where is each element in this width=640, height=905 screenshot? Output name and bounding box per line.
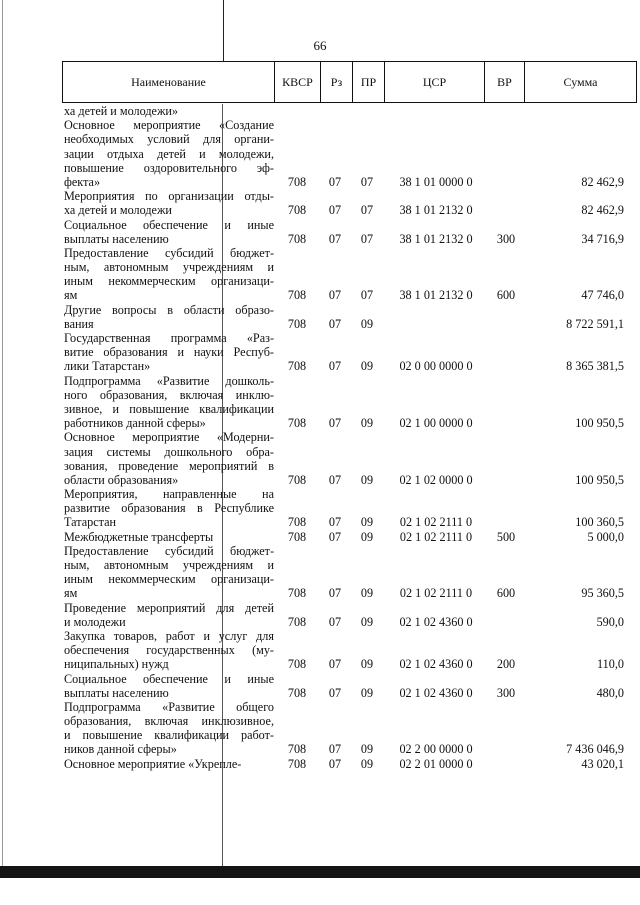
- row-name-line: ям: [64, 586, 78, 601]
- table-row: [64, 118, 624, 189]
- row-name: [64, 189, 274, 217]
- row-name-line: Основное мероприятие «Укрепле-: [64, 756, 242, 771]
- cell-pr: 09: [360, 586, 374, 601]
- cell-pr: 09: [360, 685, 374, 700]
- cell-vr: [488, 742, 524, 756]
- cell-sum: 5 000,0: [587, 529, 624, 544]
- cell-sum: 47 746,0: [581, 288, 624, 303]
- cell-vr: 300: [496, 231, 516, 246]
- scan-bottom-edge: [0, 866, 640, 878]
- cell-pr: 09: [360, 472, 374, 487]
- cell-pr: 09: [360, 657, 374, 672]
- cell-csr: 02 0 00 0000 0: [399, 359, 473, 374]
- cell-sum: 100 950,5: [575, 416, 624, 431]
- cell-rz: 07: [328, 515, 342, 530]
- row-name-line: иным некоммерческим организаци-: [64, 274, 274, 289]
- row-name: [64, 757, 274, 771]
- cell-csr: 02 1 02 2111 0: [399, 586, 473, 601]
- cell-csr: 02 1 02 2111 0: [399, 515, 473, 530]
- cell-sum: 8 365 381,5: [566, 359, 624, 374]
- cell-sum: 95 360,5: [581, 586, 624, 601]
- row-name-line: Основное мероприятие «Модерни-: [64, 430, 274, 445]
- cell-kvsr: 708: [287, 685, 307, 700]
- cell-pr: 07: [360, 288, 374, 303]
- cell-kvsr: 708: [287, 231, 307, 246]
- header-sum: Сумма: [563, 74, 598, 89]
- cell-rz: 07: [328, 231, 342, 246]
- row-name-line: ниципальных) нужд: [64, 657, 169, 672]
- cell-kvsr: 708: [287, 288, 307, 303]
- row-name-line: работников данной сферы»: [64, 416, 206, 431]
- cell-sum: 100 360,5: [575, 515, 624, 530]
- cell-vr: [488, 416, 524, 430]
- row-name: [64, 218, 274, 246]
- cell-kvsr: 708: [287, 203, 307, 218]
- cell-pr: 09: [360, 515, 374, 530]
- row-name: [64, 374, 274, 431]
- row-name-line: повышение оздоровительного эф-: [64, 160, 274, 175]
- cell-csr: 38 1 01 2132 0: [399, 203, 473, 218]
- cell-rz: 07: [328, 756, 342, 771]
- row-name-line: развитие образования в Республике: [64, 501, 274, 516]
- row-name-line: ха детей и молодежи»: [64, 104, 178, 118]
- row-name: [64, 430, 274, 487]
- cell-csr: 02 1 02 4360 0: [399, 657, 473, 672]
- row-name-line: Татарстан: [64, 515, 117, 530]
- row-name: [64, 601, 274, 629]
- cell-vr: [488, 175, 524, 189]
- cell-rz: 07: [328, 359, 342, 374]
- row-name-line: Предоставление субсидий бюджет-: [64, 543, 274, 558]
- cell-vr: [488, 359, 524, 373]
- header-kvsr: КВСР: [275, 62, 321, 102]
- cell-pr: 09: [360, 529, 374, 544]
- table-row: [64, 700, 624, 757]
- cell-rz: 07: [328, 288, 342, 303]
- cell-rz: 07: [328, 685, 342, 700]
- header-rz: Рз: [321, 62, 353, 102]
- cell-kvsr: 708: [287, 657, 307, 672]
- cell-rz: 07: [328, 472, 342, 487]
- row-name-line: ников данной сферы»: [64, 742, 177, 757]
- row-name-line: Основное мероприятие «Создание: [64, 118, 274, 133]
- row-name-line: Предоставление субсидий бюджет-: [64, 245, 274, 260]
- row-name: [64, 246, 274, 303]
- cell-vr: [488, 104, 524, 118]
- row-name-line: необходимых условий для органи-: [64, 132, 274, 147]
- header-name: Наименование: [63, 62, 275, 102]
- row-name-line: выплаты населению: [64, 231, 169, 246]
- cell-kvsr: 708: [287, 586, 307, 601]
- row-name-line: Социальное обеспечение и иные: [64, 217, 274, 232]
- row-name-line: выплаты населению: [64, 685, 169, 700]
- cell-csr: 02 1 02 2111 0: [399, 529, 473, 544]
- cell-kvsr: 708: [287, 174, 307, 189]
- table-row: [64, 544, 624, 601]
- cell-pr: 09: [360, 359, 374, 374]
- cell-pr: 07: [360, 203, 374, 218]
- row-name-line: Мероприятия, направленные на: [64, 487, 274, 502]
- cell-vr: 200: [496, 657, 516, 672]
- cell-csr: 02 1 02 4360 0: [399, 685, 473, 700]
- row-name: [64, 331, 274, 374]
- row-name-line: ного образования, включая инклю-: [64, 387, 274, 402]
- cell-kvsr: 708: [287, 359, 307, 374]
- table-header: [62, 61, 637, 103]
- cell-sum: 110,0: [597, 657, 624, 672]
- row-name-line: лики Татарстан»: [64, 359, 151, 374]
- cell-rz: 07: [328, 657, 342, 672]
- cell-rz: 07: [328, 614, 342, 629]
- cell-kvsr: 708: [287, 515, 307, 530]
- cell-vr: [488, 203, 524, 217]
- table-row: [64, 672, 624, 700]
- row-name: [64, 487, 274, 530]
- cell-pr: 07: [360, 231, 374, 246]
- table-row: [64, 757, 624, 771]
- cell-vr: 600: [496, 586, 516, 601]
- cell-sum: 7 436 046,9: [566, 742, 624, 757]
- cell-pr: [354, 104, 380, 118]
- cell-sum: 590,0: [596, 614, 624, 629]
- table-row: [64, 303, 624, 331]
- cell-sum: 82 462,9: [581, 203, 624, 218]
- cell-rz: 07: [328, 203, 342, 218]
- table-row: [64, 430, 624, 487]
- cell-vr: [488, 473, 524, 487]
- cell-vr: 300: [496, 685, 516, 700]
- cell-csr: 38 1 01 2132 0: [399, 231, 473, 246]
- cell-rz: 07: [328, 316, 342, 331]
- cell-csr: 02 1 00 0000 0: [399, 416, 473, 431]
- cell-csr: 38 1 01 0000 0: [399, 174, 473, 189]
- table-row: [64, 104, 624, 118]
- row-name-line: обеспечения государственных (му-: [64, 643, 274, 658]
- row-name: [64, 530, 274, 544]
- cell-kvsr: 708: [287, 529, 307, 544]
- cell-rz: 07: [328, 742, 342, 757]
- cell-pr: 09: [360, 742, 374, 757]
- table-row: [64, 487, 624, 530]
- row-name: [64, 672, 274, 700]
- row-name-line: зования, проведение мероприятий в: [64, 458, 274, 473]
- table-row: [64, 374, 624, 431]
- cell-pr: 09: [360, 756, 374, 771]
- cell-kvsr: [282, 104, 312, 118]
- cell-vr: 500: [496, 529, 516, 544]
- cell-pr: 07: [360, 174, 374, 189]
- cell-vr: [488, 615, 524, 629]
- table-row: [64, 331, 624, 374]
- row-name-line: ям: [64, 288, 78, 303]
- cell-pr: 09: [360, 416, 374, 431]
- row-name-line: зации отдыха детей и молодежи,: [64, 146, 274, 161]
- page-number: 66: [313, 38, 327, 53]
- cell-kvsr: 708: [287, 416, 307, 431]
- cell-kvsr: 708: [287, 472, 307, 487]
- row-name-line: образования, включая инклюзивное,: [64, 714, 274, 729]
- row-name-line: вания: [64, 316, 94, 331]
- table-row: [64, 218, 624, 246]
- row-name-line: иным некоммерческим организаци-: [64, 572, 274, 587]
- row-name-line: Закупка товаров, работ и услуг для: [64, 628, 274, 643]
- cell-kvsr: 708: [287, 316, 307, 331]
- row-name: [64, 104, 274, 118]
- cell-csr: [386, 317, 486, 331]
- row-name-line: ным, автономным учреждениям и: [64, 558, 274, 572]
- header-vr: ВР: [485, 62, 525, 102]
- row-name-line: области образования»: [64, 472, 179, 487]
- row-name: [64, 303, 274, 331]
- row-name-line: Подпрограмма «Развитие общего: [64, 699, 274, 714]
- table-row: [64, 246, 624, 303]
- cell-rz: 07: [328, 174, 342, 189]
- cell-pr: 09: [360, 316, 374, 331]
- scan-left-edge: [2, 0, 3, 866]
- row-name-line: Государственная программа «Раз-: [64, 331, 274, 345]
- table-body: [64, 104, 624, 824]
- cell-rz: 07: [328, 586, 342, 601]
- cell-sum: 480,0: [596, 685, 624, 700]
- header-pr: ПР: [353, 62, 385, 102]
- cell-csr: 02 2 01 0000 0: [399, 756, 473, 771]
- row-name-line: Мероприятия по организации отды-: [64, 189, 274, 204]
- cell-vr: 600: [496, 288, 516, 303]
- cell-kvsr: 708: [287, 614, 307, 629]
- cell-sum: [526, 104, 624, 118]
- row-name-line: Социальное обеспечение и иные: [64, 671, 274, 686]
- row-name-line: и молодежи: [64, 614, 126, 629]
- cell-kvsr: 708: [287, 742, 307, 757]
- cell-rz: 07: [328, 529, 342, 544]
- row-name-line: Подпрограмма «Развитие дошколь-: [64, 373, 274, 388]
- table-row: [64, 601, 624, 629]
- row-name: [64, 118, 274, 189]
- row-name-line: Межбюджетные трансферты: [64, 529, 214, 544]
- row-name-line: фекта»: [64, 174, 101, 189]
- row-name-line: ным, автономным учреждениям и: [64, 260, 274, 275]
- cell-csr: 02 1 02 4360 0: [399, 614, 473, 629]
- cell-vr: [488, 515, 524, 529]
- cell-csr: [386, 104, 486, 118]
- cell-kvsr: 708: [287, 756, 307, 771]
- cell-csr: 02 2 00 0000 0: [399, 742, 473, 757]
- row-name-line: и повышение квалификации работ-: [64, 728, 274, 743]
- cell-sum: 34 716,9: [581, 231, 624, 246]
- row-name-line: Другие вопросы в области образо-: [64, 302, 274, 317]
- row-name: [64, 629, 274, 672]
- row-name-line: зивное, и повышение квалификации: [64, 401, 274, 416]
- cell-vr: [488, 757, 524, 771]
- table-row: [64, 189, 624, 217]
- table-row: [64, 530, 624, 544]
- cell-sum: 100 950,5: [575, 472, 624, 487]
- header-csr: ЦСР: [385, 62, 485, 102]
- row-name-line: зация системы дошкольного обра-: [64, 444, 274, 459]
- row-name-line: Проведение мероприятий для детей: [64, 600, 274, 615]
- cell-csr: 38 1 01 2132 0: [399, 288, 473, 303]
- cell-rz: 07: [328, 416, 342, 431]
- row-name: [64, 544, 274, 601]
- cell-pr: 09: [360, 614, 374, 629]
- row-name-line: ха детей и молодежи: [64, 203, 172, 218]
- row-name: [64, 700, 274, 757]
- cell-sum: 82 462,9: [581, 174, 624, 189]
- cell-sum: 8 722 591,1: [566, 316, 624, 331]
- table-row: [64, 629, 624, 672]
- cell-csr: 02 1 02 0000 0: [399, 472, 473, 487]
- cell-vr: [488, 317, 524, 331]
- cell-rz: [322, 104, 348, 118]
- cell-sum: 43 020,1: [581, 756, 624, 771]
- row-name-line: витие образования и науки Респуб-: [64, 345, 274, 360]
